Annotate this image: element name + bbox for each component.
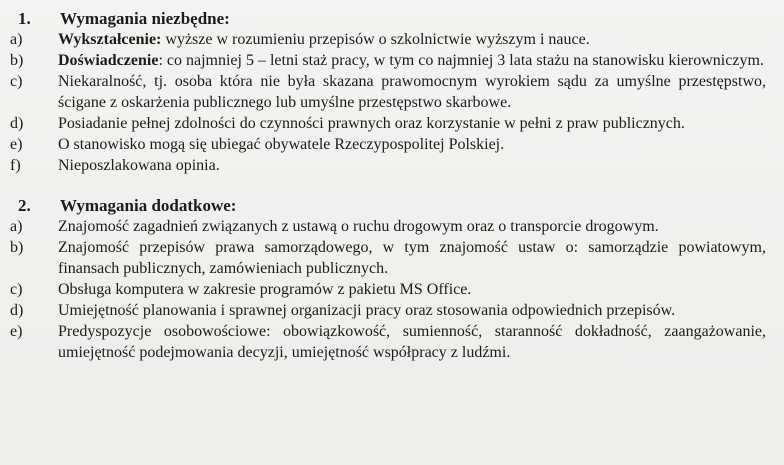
list-item [0, 71, 784, 113]
item-letter: c) [10, 281, 23, 298]
item-letter: d) [10, 302, 24, 319]
item-text: Obsługa komputera w zakresie programów z pakietu MS Office. [58, 281, 472, 298]
item-letter: e) [10, 323, 23, 340]
item-letter: d) [10, 115, 24, 132]
item-text: Znajomość przepisów prawa samorządowego, w tym znajomość ustaw o: samorządzie powiatowym, finansach publicznych, zamówieniach publicznych. [58, 239, 766, 277]
item-letter: a) [10, 218, 23, 235]
item-text: Nieposzlakowana opinia. [58, 157, 220, 174]
list-item [0, 29, 784, 50]
section-number: 2. [18, 196, 31, 215]
section-heading [18, 195, 784, 216]
item-text: Umiejętność planowania i sprawnej organizacji pracy oraz stosowania odpowiednich przepisów. [58, 302, 676, 319]
list-item [0, 50, 784, 71]
list-item [0, 155, 784, 176]
item-letter: e) [10, 136, 23, 153]
section-required [0, 8, 784, 176]
item-letter: a) [10, 31, 23, 48]
item-heading: Wykształcenie: [58, 31, 162, 48]
section-number: 1. [18, 9, 31, 28]
item-text: Znajomość zagadnień związanych z ustawą o ruchu drogowym oraz o transporcie drogowym. [58, 218, 659, 235]
list-item [0, 279, 784, 300]
list-item [0, 134, 784, 155]
list-item [0, 237, 784, 279]
item-text: Posiadanie pełnej zdolności do czynności prawnych oraz korzystanie w pełni z praw publicznych. [58, 115, 685, 132]
item-heading: Doświadczenie [58, 52, 159, 69]
item-letter: f) [10, 157, 21, 174]
list-item [0, 113, 784, 134]
requirements-list [0, 216, 784, 363]
section-additional [0, 195, 784, 363]
section-heading [18, 8, 784, 29]
requirements-list [0, 29, 784, 176]
item-letter: b) [10, 52, 24, 69]
list-item [0, 300, 784, 321]
list-item [0, 216, 784, 237]
section-title: Wymagania dodatkowe: [60, 196, 237, 215]
item-text: wyższe w rozumieniu przepisów o szkolnictwie wyższym i nauce. [161, 31, 590, 48]
list-item [0, 321, 784, 363]
item-letter: b) [10, 239, 24, 256]
item-text: : co najmniej 5 – letni staż pracy, w tym co najmniej 3 lata stażu na stanowisku kierowniczym. [158, 52, 764, 69]
item-letter: c) [10, 73, 23, 90]
item-text: Predyspozycje osobowościowe: obowiązkowość, sumienność, staranność dokładność, zaangażowanie, umiejętność podejmowania decyzji, umiejętność współpracy z ludźmi. [58, 323, 766, 361]
item-text: O stanowisko mogą się ubiegać obywatele Rzeczypospolitej Polskiej. [58, 136, 505, 153]
section-title: Wymagania niezbędne: [60, 9, 230, 28]
item-text: Niekaralność, tj. osoba która nie była skazana prawomocnym wyrokiem sądu za umyślne przestępstwo, ścigane z oskarżenia publicznego lub umyślne przestępstwo skarbowe. [58, 73, 766, 111]
